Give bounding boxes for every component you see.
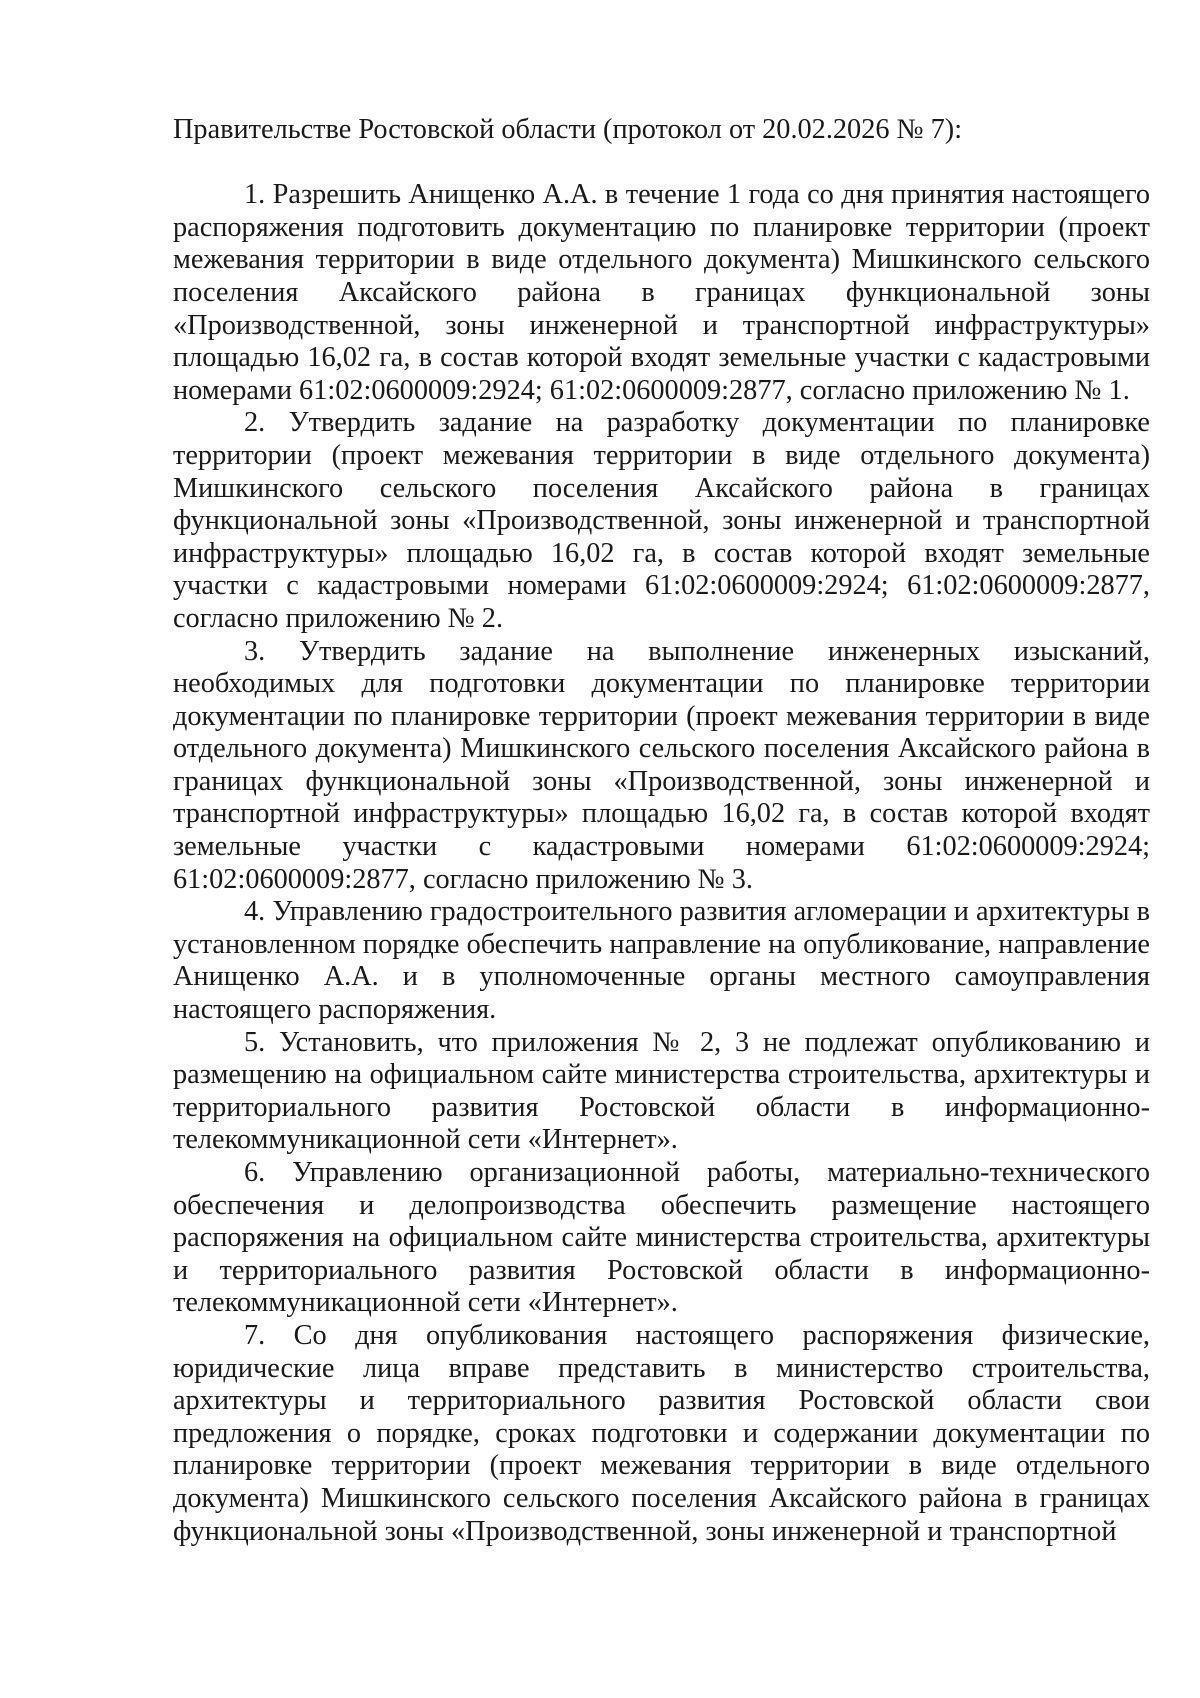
paragraph-text: Утвердить задание на разработку документации по планировке территории (проект межевания территории в виде отдельного документа) Мишкинского сельского поселения Аксайского района в границах функциональной зоны «Производственной, зоны инженерной и транспортной инфраструктуры» площадью 16,02 га, в состав которой входят земельные участки с кадастровыми номерами 61:02:0600009:2924; 61:02:0600009:2877, согласно приложению № 2. [173,407,1150,634]
paragraph-text: Управлению градостроительного развития агломерации и архитектуры в установленном порядке обеспечить направление на опубликование, направление Анищенко А.А. и в уполномоченные органы местного самоуправления настоящего распоряжения. [173,896,1150,1026]
paragraph-gap [173,147,1150,180]
paragraph-number: 1. [244,179,266,211]
paragraph-number: 3. [244,635,266,667]
paragraph-5 [173,1027,1150,1157]
paragraph-number: 6. [244,1157,266,1188]
paragraph-text: Со дня опубликования настоящего распоряжения физические, юридические лица вправе представить в министерство строительства, архитектуры и территориального развития Ростовской области свои предложения о порядке, сроках подготовки и содержании документации по планировке территории (проект межевания территории в виде отдельного документа) Мишкинского сельского поселения Аксайского района в границах функциональной зоны «Производственной, зоны инженерной и транспортной [173,1319,1150,1547]
intro-line: Правительстве Ростовской области (протокол от 20.02.2026 № 7): [173,114,963,145]
paragraph-3 [173,636,1150,897]
paragraph-number: 4. [244,896,266,928]
paragraph-number: 2. [244,407,266,439]
paragraph-2 [173,407,1150,635]
paragraph-7 [173,1320,1150,1548]
paragraph-text: Утвердить задание на выполнение инженерных изысканий, необходимых для подготовки документации по планировке территории документации по планировке территории (проект межевания территории в виде отдельного документа) Мишкинского сельского поселения Аксайского района в границах функциональной зоны «Производственной, зоны инженерной и транспортной инфраструктуры» площадью 16,02 га, в состав которой входят земельные участки с кадастровыми номерами 61:02:0600009:2924; 61:02:0600009:2877, согласно приложению № 3. [173,635,1150,895]
paragraph-text: Установить, что приложения № 2, 3 не подлежат опубликованию и размещению на официальном сайте министерства строительства, архитектуры и территориального развития Ростовской области в информационно-телекоммуникационной сети «Интернет». [173,1026,1151,1156]
paragraph-text: Управлению организационной работы, материально-технического обеспечения и делопроизводства обеспечить размещение настоящего распоряжения на официальном сайте министерства строительства, архитектуры и территориального развития Ростовской области в информационно-телекоммуникационной сети «Интернет». [173,1157,1151,1319]
paragraph-4 [173,896,1150,1026]
paragraph-text: Разрешить Анищенко А.А. в течение 1 года со дня принятия настоящего распоряжения подготовить документацию по планировке территории (проект межевания территории в виде отдельного документа) Мишкинского сельского поселения Аксайского района в границах функциональной зоны «Производственной, зоны инженерной и транспортной инфраструктуры» площадью 16,02 га, в состав которой входят земельные участки с кадастровыми номерами 61:02:0600009:2924; 61:02:0600009:2877, согласно приложению № 1. [173,179,1150,406]
document-page [173,114,1150,1548]
paragraph-6 [173,1157,1150,1320]
paragraph-number: 5. [244,1026,266,1058]
paragraph-number: 7. [244,1319,266,1351]
paragraph-1 [173,179,1150,407]
